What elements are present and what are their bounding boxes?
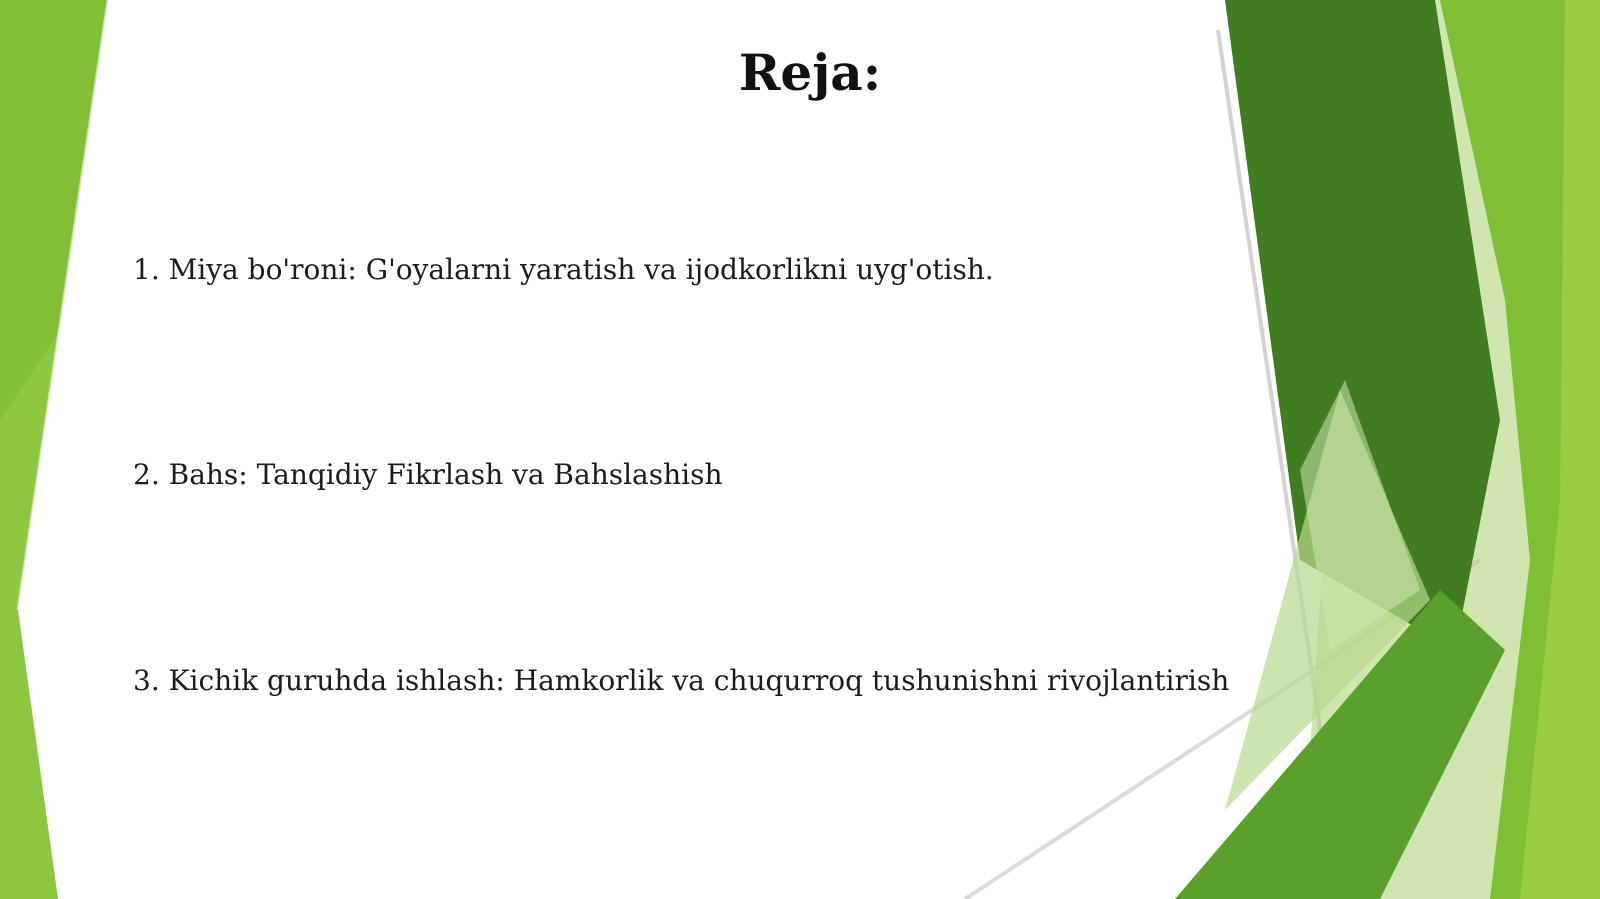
list-item: 3. Kichik guruhda ishlash: Hamkorlik va chuqurroq tushunishni rivojlantirish: [133, 664, 1230, 697]
list-item: 1. Miya bo'roni: G'oyalarni yaratish va ijodkorlikni uyg'otish.: [133, 253, 994, 286]
list-item: 2. Bahs: Tanqidiy Fikrlash va Bahslashish: [133, 458, 723, 491]
slide-title: Reja:: [738, 43, 882, 102]
